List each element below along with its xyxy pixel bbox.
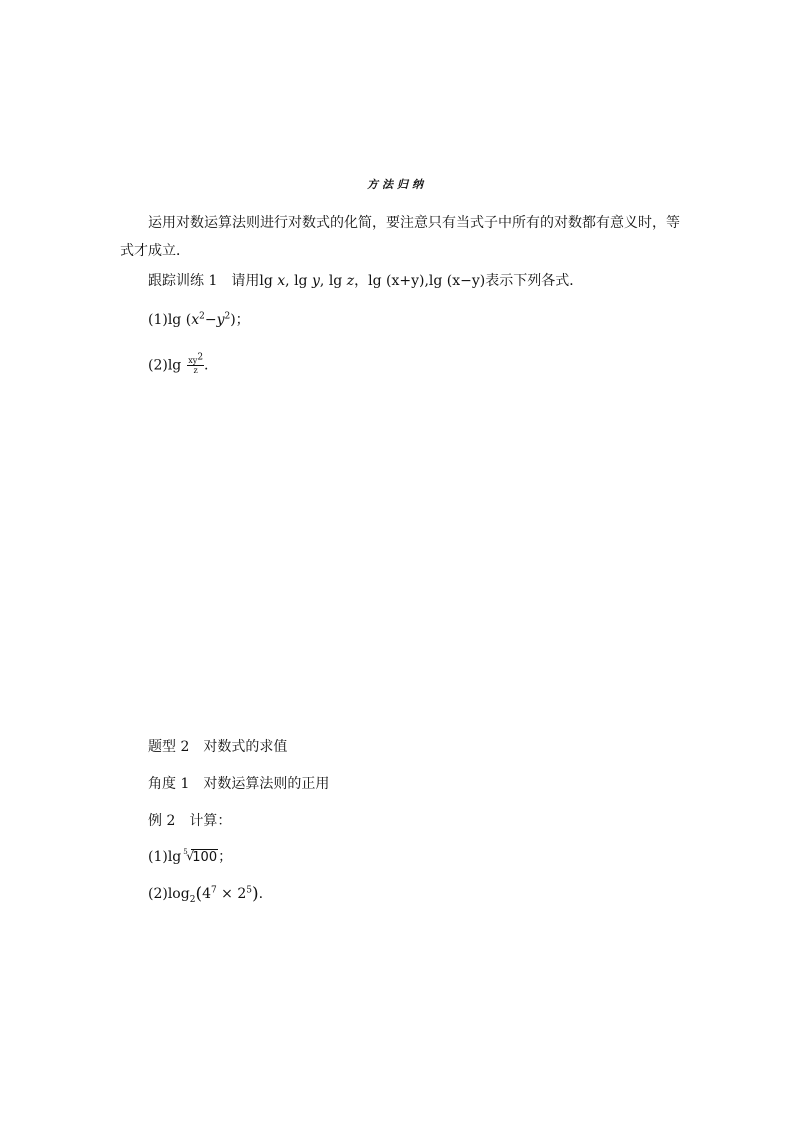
section-title: 方法归纳: [367, 178, 427, 191]
example2-heading: 例 2 计算：: [148, 813, 232, 829]
fifth-root: 5 √ 100: [183, 848, 218, 865]
exercise-item-2: (2)lg $\frac{xy^2}{z}$ .: [148, 352, 209, 375]
method-summary: 运用对数运算法则进行对数式的化简，要注意只有当式子中所有的对数都有意义时，等式才成立．: [120, 215, 680, 259]
type2-heading: 题型 2 对数式的求值: [148, 739, 288, 755]
exercise-prompt: 跟踪训练 1 请用lg x, lg y, lg z，lg (x+y),lg (x−y)表示下列各式．: [148, 273, 584, 289]
example2-item-1: (1)lg 5 √ 100；: [148, 848, 233, 865]
fraction: $\frac{xy^2}{z}$: [188, 352, 204, 375]
angle1-heading: 角度 1 对数运算法则的正用: [148, 776, 330, 792]
exercise-item-1: (1)lg $(x^2-y^2)$；: [148, 311, 250, 328]
example2-item-2: $(2)\log_2(4^7 \times 2^5)$.: [148, 884, 264, 905]
exercise-label: 跟踪训练 1: [148, 273, 218, 289]
